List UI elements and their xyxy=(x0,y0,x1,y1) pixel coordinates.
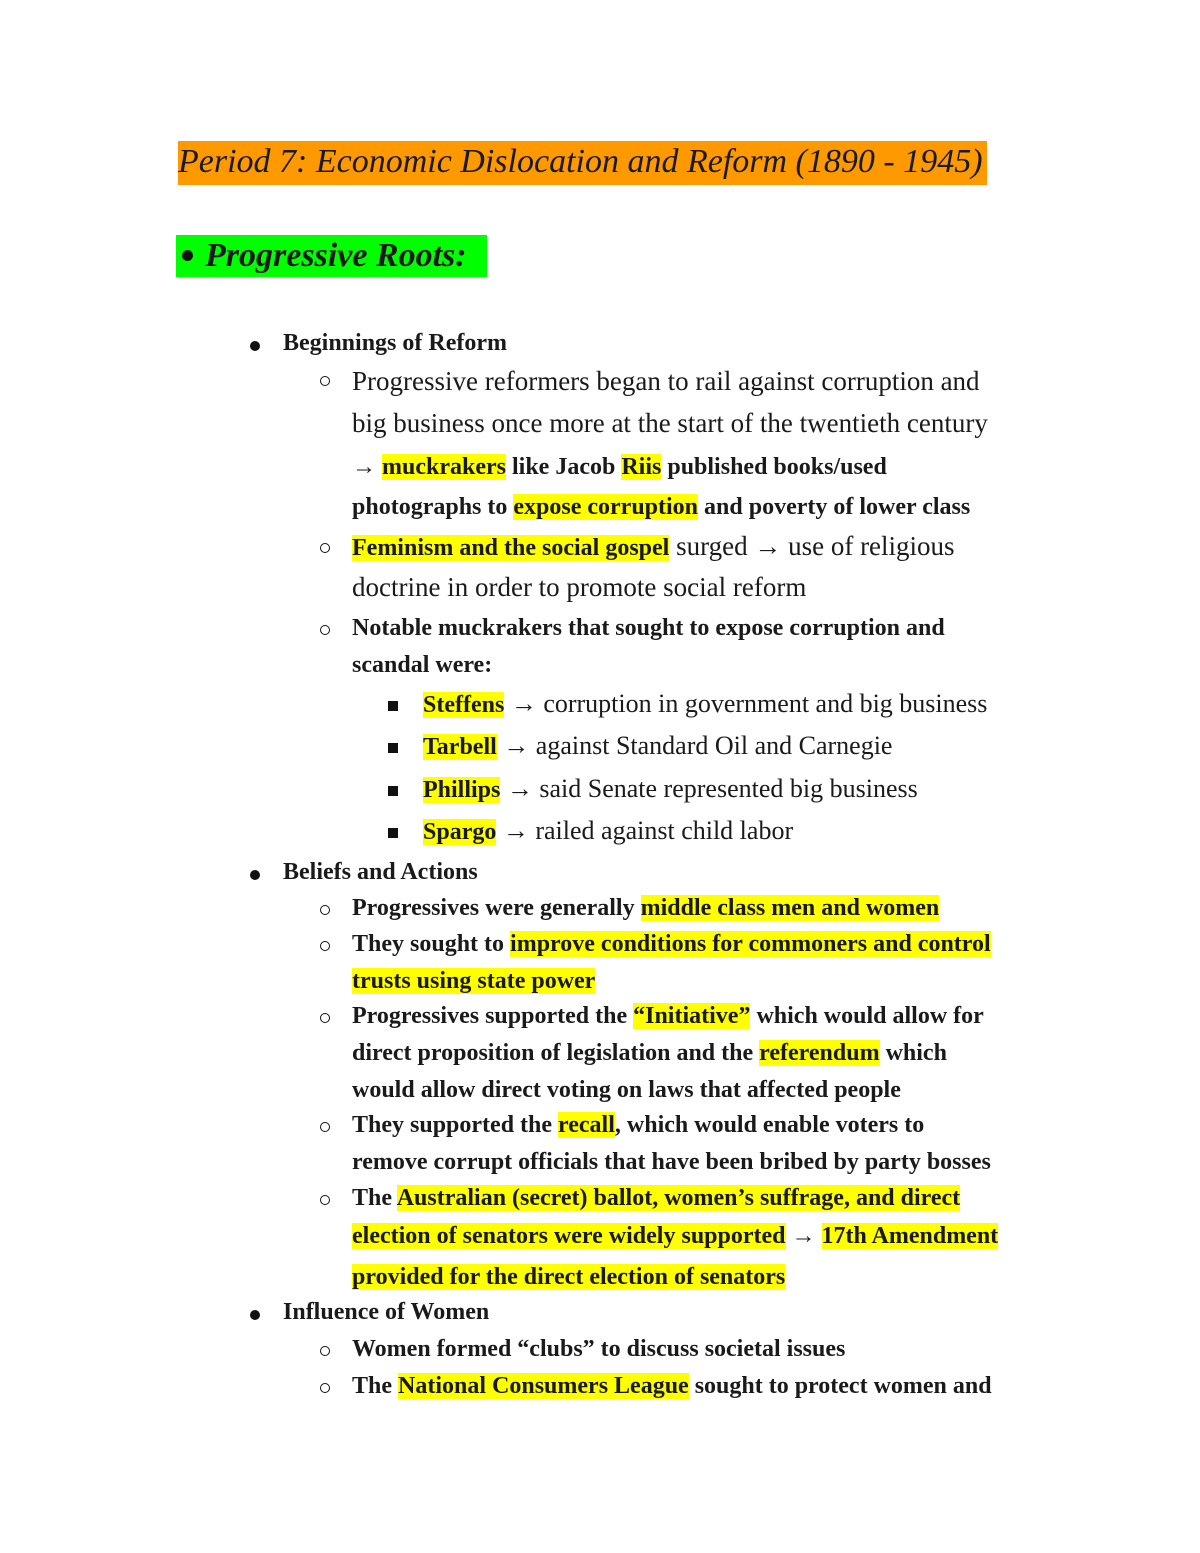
list-item: Phillips → said Senate represented big business xyxy=(423,774,918,803)
text-line: big business once more at the start of the twentieth century xyxy=(352,408,988,438)
text-line: They sought to improve conditions for commoners and control xyxy=(352,931,991,957)
text-line: would allow direct voting on laws that affected people xyxy=(352,1077,901,1103)
section-heading xyxy=(176,235,487,277)
text-line: Progressive reformers began to rail against corruption and xyxy=(352,366,980,396)
circle-bullet-icon xyxy=(320,543,330,553)
circle-bullet-icon xyxy=(320,625,330,635)
square-bullet-icon xyxy=(388,786,398,796)
circle-bullet-icon xyxy=(320,905,330,915)
group-heading: Beginnings of Reform xyxy=(283,330,507,356)
bullet-icon xyxy=(250,341,260,351)
square-bullet-icon xyxy=(388,743,398,753)
list-item: Tarbell → against Standard Oil and Carnegie xyxy=(423,731,893,760)
text-line: remove corrupt officials that have been bribed by party bosses xyxy=(352,1149,991,1175)
square-bullet-icon xyxy=(388,701,398,711)
text-line: Progressives were generally middle class men and women xyxy=(352,895,940,921)
circle-bullet-icon xyxy=(320,1195,330,1205)
text-line: doctrine in order to promote social reform xyxy=(352,572,807,602)
text-line: trusts using state power xyxy=(352,968,596,994)
circle-bullet-icon xyxy=(320,1013,330,1023)
section-heading-label: Progressive Roots: xyxy=(205,237,467,274)
bullet-icon xyxy=(182,250,193,261)
group-heading: Influence of Women xyxy=(283,1299,490,1325)
text-line: photographs to expose corruption and poverty of lower class xyxy=(352,494,971,520)
text-line: provided for the direct election of senators xyxy=(352,1264,786,1290)
bullet-icon xyxy=(250,1310,260,1320)
text-line: The Australian (secret) ballot, women’s suffrage, and direct xyxy=(352,1185,961,1211)
text-line: Notable muckrakers that sought to expose corruption and xyxy=(352,615,945,641)
text-line: Women formed “clubs” to discuss societal issues xyxy=(352,1336,846,1362)
circle-bullet-icon xyxy=(320,1122,330,1132)
text-line: election of senators were widely supported → 17th Amendment xyxy=(352,1223,999,1249)
list-item: Spargo → railed against child labor xyxy=(423,816,794,845)
group-heading: Beliefs and Actions xyxy=(283,859,478,885)
text-line: They supported the recall, which would enable voters to xyxy=(352,1112,925,1138)
circle-bullet-icon xyxy=(320,941,330,951)
text-line: The National Consumers League sought to protect women and xyxy=(352,1373,992,1399)
circle-bullet-icon xyxy=(320,1346,330,1356)
list-item: Steffens → corruption in government and big business xyxy=(423,689,988,718)
bullet-icon xyxy=(250,870,260,880)
page-title: Period 7: Economic Dislocation and Reform (1890 - 1945) xyxy=(178,141,987,185)
text-line: scandal were: xyxy=(352,652,493,678)
text-line: → muckrakers like Jacob Riis published books/used xyxy=(352,454,887,480)
square-bullet-icon xyxy=(388,828,398,838)
text-line: Progressives supported the “Initiative” which would allow for xyxy=(352,1003,984,1029)
circle-bullet-icon xyxy=(320,376,330,386)
circle-bullet-icon xyxy=(320,1383,330,1393)
text-line: Feminism and the social gospel surged → use of religious xyxy=(352,531,955,561)
text-line: direct proposition of legislation and the referendum which xyxy=(352,1040,947,1066)
